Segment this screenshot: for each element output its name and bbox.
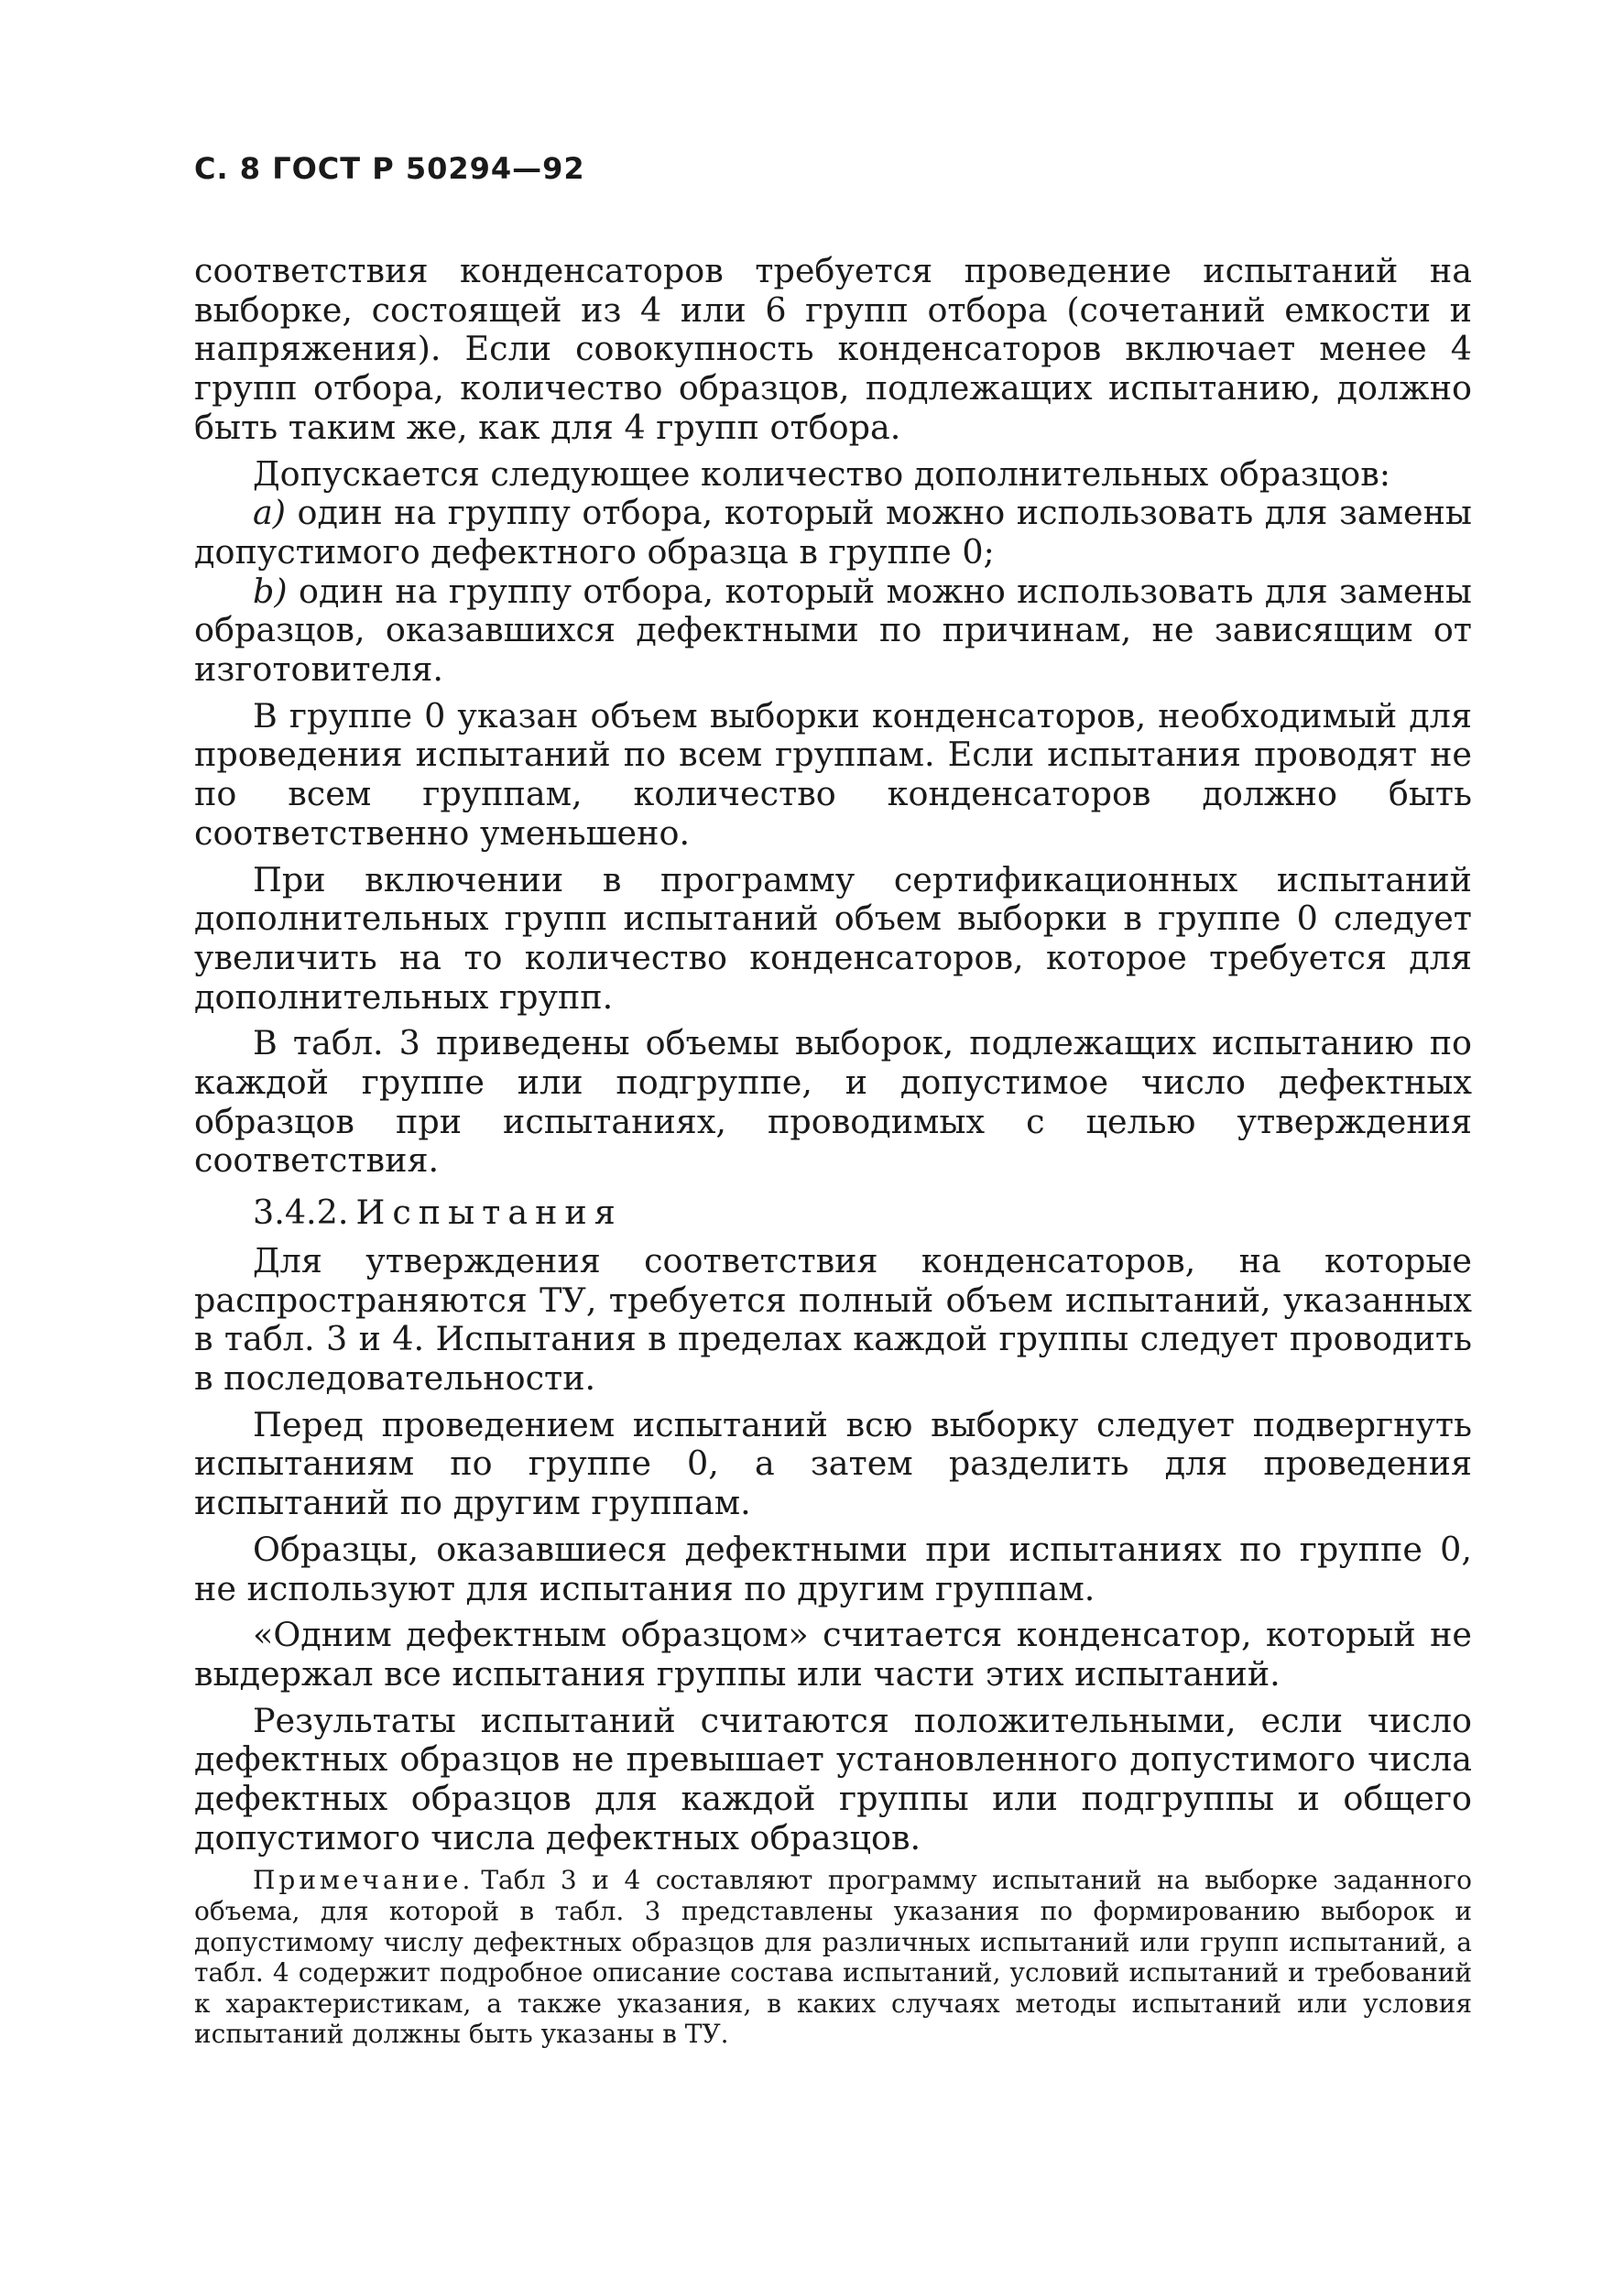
document-page xyxy=(194,151,1472,2076)
note xyxy=(194,1865,1472,2050)
list-item-a xyxy=(194,494,1472,572)
paragraph-9: «Одним дефектным образцом» считается конденсатор, который не выдержал все испытания группы или части этих испытаний. xyxy=(194,1615,1472,1694)
paragraph-3: В группе 0 указан объем выборки конденсаторов, необходимый для проведения испытаний по всем группам. Если испытания проводят не по всем группам, количество конденсаторов должно быть соответственно уменьшено. xyxy=(194,695,1472,853)
paragraph-5: В табл. 3 приведены объемы выборок, подлежащих испытанию по каждой группе или подгруппе, и допустимое число дефектных образцов при испытаниях, проводимых с целью утверждения соответствия. xyxy=(194,1023,1472,1181)
note-label: Примечание. xyxy=(253,1865,474,1896)
page-header: С. 8 ГОСТ Р 50294—92 xyxy=(194,151,585,186)
paragraph-4: При включении в программу сертификационных испытаний дополнительных групп испытаний объем выборки в группе 0 следует увеличить на то количество конденсаторов, которое требуется для дополнительных групп. xyxy=(194,859,1472,1017)
note-text: Табл 3 и 4 составляют программу испытаний на выборке заданного объема, для которой в табл. 3 представлены указания по формированию выборок и допустимому числу дефектных образцов для различных испытаний или групп испытаний, а табл. 4 содержит подробное описание состава испытаний, условий испытаний и требований к характеристикам, а также указания, в каких случаях методы испытаний или условия испытаний должны быть указаны в ТУ. xyxy=(194,1865,1472,2050)
list-marker-b: b) xyxy=(253,571,288,611)
list-item-b xyxy=(194,572,1472,690)
paragraph-10: Результаты испытаний считаются положительными, если число дефектных образцов не превышает установленного допустимого числа дефектных образцов для каждой группы или подгруппы и общего допустимого числа дефектных образцов. xyxy=(194,1700,1472,1858)
section-number: 3.4.2. xyxy=(253,1193,349,1233)
list-marker-a: а) xyxy=(253,493,287,533)
list-text-a: один на группу отбора, который можно использовать для замены допустимого дефектного образца в группе 0; xyxy=(194,493,1472,572)
paragraph-7: Перед проведением испытаний всю выборку следует подвергнуть испытаниям по группе 0, а затем разделить для проведения испытаний по другим группам. xyxy=(194,1404,1472,1523)
paragraph-1: соответствия конденсаторов требуется проведение испытаний на выборке, состоящей из 4 или 6 групп отбора (сочетаний емкости и напряжения). Если совокупность конденсаторов включает менее 4 групп отбора, количество образцов, подлежащих испытанию, должно быть таким же, как для 4 групп отбора. xyxy=(194,251,1472,447)
paragraph-2: Допускается следующее количество дополнительных образцов: xyxy=(253,453,1391,494)
paragraph-8: Образцы, оказавшиеся дефектными при испытаниях по группе 0, не используют для испытания по другим группам. xyxy=(194,1529,1472,1608)
list-text-b: один на группу отбора, который можно использовать для замены образцов, оказавшихся дефектными по причинам, не зависящим от изготовителя. xyxy=(194,571,1472,690)
section-heading xyxy=(253,1193,1472,1233)
section-title: Испытания xyxy=(355,1193,623,1233)
paragraph-6: Для утверждения соответствия конденсаторов, на которые распространяются ТУ, требуется полный объем испытаний, указанных в табл. 3 и 4. Испытания в пределах каждой группы следует проводить в последовательности. xyxy=(194,1240,1472,1398)
